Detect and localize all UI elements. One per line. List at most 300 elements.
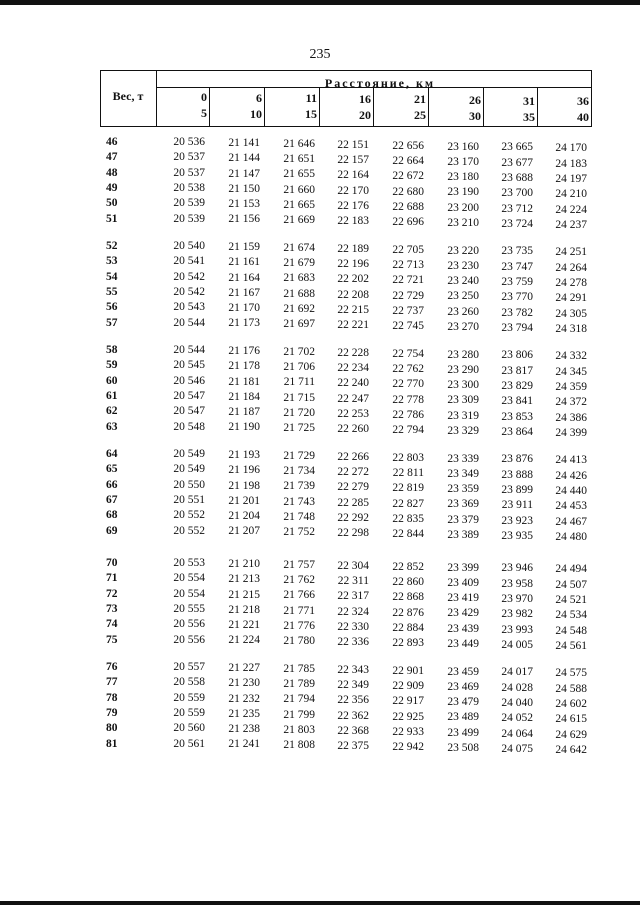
table-cell: 24 224	[555, 203, 587, 216]
table-cell: 20 545	[173, 359, 205, 372]
table-cell: 22 729	[392, 289, 424, 302]
table-cell: 23 508	[447, 742, 479, 754]
table-cell: 24 359	[555, 380, 587, 393]
table-cell: 22 909	[392, 679, 424, 692]
table-cell: 22 336	[337, 636, 369, 649]
table-cell: 22 672	[392, 170, 424, 183]
table-cell: 22 794	[392, 424, 424, 437]
table-cell: 24 534	[555, 609, 587, 622]
table-cell: 21 193	[228, 448, 260, 461]
table-cell: 22 266	[337, 450, 369, 463]
weight-row-label: 73	[106, 602, 118, 615]
table-cell: 23 200	[447, 201, 479, 214]
col-divider-rule	[483, 87, 484, 127]
table-cell: 21 757	[283, 558, 315, 571]
table-cell: 22 835	[392, 512, 424, 525]
weight-row-label: 50	[106, 197, 118, 210]
table-cell: 21 150	[228, 182, 260, 195]
table-cell: 21 190	[228, 421, 260, 434]
table-cell: 22 876	[392, 606, 424, 619]
table-cell: 20 556	[173, 618, 205, 631]
table-cell: 21 161	[228, 256, 260, 269]
table-cell: 22 745	[392, 320, 424, 333]
header-top-rule	[100, 70, 592, 71]
table-cell: 21 674	[283, 241, 315, 254]
table-cell: 24 521	[555, 593, 587, 606]
table-cell: 21 218	[228, 603, 260, 616]
table-cell: 22 196	[337, 258, 369, 270]
table-cell: 21 780	[283, 635, 315, 648]
table-cell: 23 853	[501, 410, 533, 423]
table-cell: 22 664	[392, 154, 424, 167]
table-cell: 24 467	[555, 515, 587, 528]
table-cell: 23 389	[447, 529, 479, 541]
table-cell: 24 629	[555, 728, 587, 741]
table-cell: 21 230	[228, 677, 260, 690]
weight-column-header: Вес, т	[112, 89, 144, 103]
table-cell: 23 399	[447, 561, 479, 574]
table-cell: 22 713	[392, 258, 424, 271]
table-cell: 23 782	[501, 306, 533, 319]
table-cell: 21 702	[283, 345, 315, 358]
table-cell: 23 899	[501, 484, 533, 496]
table-cell: 20 542	[173, 270, 205, 283]
table-cell: 23 240	[447, 275, 479, 288]
table-cell: 24 052	[501, 712, 533, 725]
table-cell: 22 942	[392, 741, 424, 754]
table-cell: 23 770	[501, 291, 533, 304]
table-cell: 22 208	[337, 288, 369, 301]
table-cell: 20 541	[173, 255, 205, 268]
table-cell: 24 575	[555, 667, 587, 680]
table-cell: 23 864	[501, 425, 533, 438]
table-cell: 22 317	[337, 590, 369, 603]
table-cell: 23 469	[447, 680, 479, 693]
table-cell: 21 808	[283, 739, 315, 752]
table-cell: 20 539	[173, 212, 205, 225]
table-cell: 22 786	[392, 408, 424, 421]
weight-row-label: 71	[106, 572, 118, 585]
table-cell: 21 803	[283, 724, 315, 736]
weight-row-label: 47	[106, 151, 118, 164]
table-cell: 24 028	[501, 681, 533, 694]
table-cell: 21 771	[283, 604, 315, 617]
table-cell: 24 480	[555, 530, 587, 543]
table-cell: 22 860	[392, 575, 424, 588]
table-cell: 20 561	[173, 737, 205, 750]
table-cell: 20 549	[173, 448, 205, 460]
table-cell: 22 189	[337, 242, 369, 255]
table-cell: 24 588	[555, 682, 587, 695]
table-cell: 21 706	[283, 361, 315, 374]
table-cell: 20 559	[173, 706, 205, 719]
table-cell: 24 413	[555, 454, 587, 467]
table-cell: 20 544	[173, 344, 205, 356]
table-cell: 23 379	[447, 513, 479, 526]
table-cell: 23 876	[501, 453, 533, 466]
table-cell: 21 187	[228, 406, 260, 419]
weight-row-label: 51	[106, 212, 118, 225]
table-cell: 23 220	[447, 244, 479, 257]
table-cell: 23 829	[501, 380, 533, 392]
table-cell: 20 559	[173, 691, 205, 704]
table-cell: 22 260	[337, 423, 369, 436]
table-cell: 21 739	[283, 480, 315, 493]
table-cell: 22 234	[337, 362, 369, 374]
weight-row-label: 58	[106, 344, 118, 356]
table-cell: 22 868	[392, 591, 424, 604]
table-cell: 21 196	[228, 464, 260, 477]
table-cell: 24 305	[555, 307, 587, 320]
table-cell: 21 697	[283, 318, 315, 331]
weight-row-label: 62	[106, 405, 118, 418]
table-cell: 20 549	[173, 463, 205, 476]
table-cell: 21 184	[228, 390, 260, 403]
table-cell: 22 349	[337, 679, 369, 691]
table-cell: 23 700	[501, 187, 533, 200]
table-cell: 21 173	[228, 317, 260, 330]
weight-row-label: 68	[106, 509, 118, 522]
table-cell: 22 680	[392, 185, 424, 198]
table-cell: 21 213	[228, 573, 260, 586]
table-cell: 24 040	[501, 697, 533, 709]
table-cell: 21 743	[283, 495, 315, 508]
table-cell: 21 227	[228, 661, 260, 674]
table-cell: 24 602	[555, 697, 587, 710]
table-cell: 23 499	[447, 726, 479, 739]
table-cell: 23 280	[447, 348, 479, 361]
weight-row-label: 67	[106, 493, 118, 506]
table-cell: 21 734	[283, 465, 315, 478]
table-cell: 23 210	[447, 217, 479, 229]
table-cell: 24 453	[555, 500, 587, 513]
weight-row-label: 69	[106, 524, 118, 537]
table-cell: 23 946	[501, 562, 533, 575]
table-cell: 22 933	[392, 725, 424, 738]
table-cell: 23 993	[501, 623, 533, 636]
table-cell: 21 176	[228, 344, 260, 357]
table-cell: 21 683	[283, 272, 315, 285]
table-cell: 23 180	[447, 171, 479, 184]
distance-range-from: 26	[469, 93, 481, 107]
table-cell: 23 230	[447, 259, 479, 272]
table-cell: 22 330	[337, 620, 369, 633]
table-cell: 22 311	[337, 575, 369, 587]
table-cell: 21 181	[228, 375, 260, 388]
table-cell: 23 794	[501, 321, 533, 334]
table-cell: 20 546	[173, 374, 205, 387]
table-cell: 23 970	[501, 593, 533, 605]
table-cell: 23 329	[447, 425, 479, 437]
table-cell: 23 982	[501, 608, 533, 621]
table-cell: 20 552	[173, 524, 205, 537]
distance-range-from: 0	[201, 90, 207, 104]
table-cell: 22 176	[337, 199, 369, 212]
table-cell: 23 806	[501, 349, 533, 362]
table-cell: 21 178	[228, 360, 260, 373]
table-cell: 20 558	[173, 676, 205, 689]
table-cell: 23 735	[501, 245, 533, 258]
table-cell: 24 064	[501, 727, 533, 740]
table-cell: 22 778	[392, 393, 424, 406]
table-cell: 22 721	[392, 274, 424, 287]
table-cell: 21 167	[228, 286, 260, 299]
table-cell: 22 221	[337, 319, 369, 332]
table-cell: 23 688	[501, 172, 533, 184]
weight-row-label: 48	[106, 166, 118, 179]
table-cell: 21 785	[283, 662, 315, 675]
table-cell: 22 696	[392, 216, 424, 229]
table-cell: 24 561	[555, 639, 587, 652]
table-cell: 24 372	[555, 396, 587, 409]
table-cell: 23 935	[501, 529, 533, 542]
table-cell: 21 665	[283, 199, 315, 211]
table-cell: 23 923	[501, 514, 533, 527]
table-cell: 22 656	[392, 139, 424, 152]
table-cell: 21 711	[283, 376, 315, 389]
table-cell: 21 221	[228, 619, 260, 632]
table-cell: 23 250	[447, 290, 479, 303]
col-divider-rule	[537, 87, 538, 127]
distance-range-from: 16	[359, 91, 371, 106]
table-cell: 20 537	[173, 151, 205, 164]
table-cell: 21 164	[228, 271, 260, 284]
table-cell: 23 319	[447, 409, 479, 422]
table-cell: 22 893	[392, 637, 424, 650]
distance-range-from: 11	[305, 91, 317, 106]
table-cell: 24 642	[555, 743, 587, 756]
table-cell: 22 183	[337, 215, 369, 228]
table-cell: 21 144	[228, 152, 260, 165]
table-cell: 24 210	[555, 188, 587, 201]
table-cell: 24 170	[555, 142, 587, 155]
table-cell: 24 318	[555, 322, 587, 335]
table-cell: 21 235	[228, 707, 260, 720]
table-cell: 23 479	[447, 696, 479, 709]
weight-row-label: 64	[106, 448, 118, 460]
table-cell: 22 356	[337, 694, 369, 707]
table-cell: 21 766	[283, 589, 315, 602]
distance-range-to: 25	[414, 108, 426, 123]
table-cell: 24 386	[555, 411, 587, 424]
table-cell: 24 005	[501, 638, 533, 651]
weight-row-label: 49	[106, 181, 118, 194]
table-cell: 22 737	[392, 304, 424, 317]
table-cell: 24 237	[555, 218, 587, 231]
table-cell: 21 799	[283, 708, 315, 721]
weight-row-label: 60	[106, 374, 118, 387]
scan-edge-top	[0, 0, 640, 5]
table-cell: 23 489	[447, 711, 479, 724]
table-cell: 24 615	[555, 713, 587, 726]
distance-range-to: 15	[305, 107, 317, 122]
weight-row-label: 56	[106, 301, 118, 314]
weight-row-label: 46	[106, 136, 118, 148]
table-cell: 20 557	[173, 661, 205, 673]
table-cell: 23 459	[447, 665, 479, 678]
table-cell: 22 157	[337, 154, 369, 166]
table-cell: 21 715	[283, 391, 315, 404]
col-divider-rule	[209, 87, 210, 127]
table-cell: 21 720	[283, 407, 315, 419]
weight-row-label: 55	[106, 285, 118, 298]
table-cell: 20 544	[173, 316, 205, 329]
table-cell: 22 705	[392, 243, 424, 256]
table-cell: 21 725	[283, 422, 315, 435]
table-cell: 22 151	[337, 138, 369, 151]
table-cell: 21 752	[283, 526, 315, 539]
table-cell: 23 817	[501, 364, 533, 377]
table-cell: 20 555	[173, 602, 205, 615]
table-cell: 23 409	[447, 576, 479, 589]
table-cell: 21 679	[283, 257, 315, 270]
table-cell: 22 343	[337, 663, 369, 676]
table-cell: 23 712	[501, 202, 533, 215]
table-cell: 21 646	[283, 137, 315, 150]
table-cell: 20 539	[173, 197, 205, 210]
table-cell: 23 677	[501, 156, 533, 169]
table-cell: 24 426	[555, 469, 587, 482]
table-cell: 20 554	[173, 572, 205, 585]
table-cell: 23 369	[447, 498, 479, 511]
distance-range-to: 20	[359, 107, 371, 122]
table-cell: 20 538	[173, 181, 205, 194]
page-number: 235	[309, 47, 331, 62]
table-cell: 23 270	[447, 321, 479, 333]
distance-range-to: 35	[523, 109, 535, 124]
table-cell: 22 827	[392, 497, 424, 510]
table-cell: 22 852	[392, 560, 424, 573]
table-cell: 24 440	[555, 484, 587, 497]
table-cell: 23 888	[501, 468, 533, 481]
table-cell: 20 547	[173, 389, 205, 402]
table-cell: 21 241	[228, 738, 260, 751]
table-cell: 22 240	[337, 377, 369, 390]
table-cell: 24 183	[555, 157, 587, 170]
weight-row-label: 61	[106, 389, 118, 402]
weight-row-label: 52	[106, 240, 118, 252]
col-divider-rule	[373, 87, 374, 127]
table-cell: 23 349	[447, 467, 479, 480]
table-cell: 21 153	[228, 198, 260, 211]
table-cell: 21 201	[228, 494, 260, 507]
weight-row-label: 53	[106, 255, 118, 268]
table-cell: 21 215	[228, 588, 260, 601]
table-cell: 24 017	[501, 666, 533, 679]
table-cell: 21 159	[228, 240, 260, 253]
table-cell: 20 550	[173, 478, 205, 491]
table-cell: 24 399	[555, 426, 587, 439]
table-cell: 24 548	[555, 624, 587, 637]
weight-row-label: 70	[106, 557, 118, 569]
table-cell: 24 494	[555, 563, 587, 576]
table-cell: 21 156	[228, 213, 260, 226]
table-cell: 22 247	[337, 392, 369, 405]
table-cell: 22 803	[392, 451, 424, 464]
table-cell: 22 253	[337, 407, 369, 420]
table-cell: 22 811	[392, 466, 424, 479]
table-cell: 21 762	[283, 574, 315, 587]
distance-range-to: 5	[201, 106, 207, 120]
table-cell: 22 215	[337, 303, 369, 316]
table-cell: 21 688	[283, 287, 315, 300]
table-cell: 22 375	[337, 740, 369, 753]
table-cell: 21 204	[228, 510, 260, 523]
table-cell: 24 278	[555, 276, 587, 289]
table-cell: 20 547	[173, 405, 205, 418]
table-cell: 21 224	[228, 634, 260, 647]
table-cell: 23 170	[447, 155, 479, 168]
table-cell: 23 190	[447, 186, 479, 199]
table-cell: 22 164	[337, 169, 369, 182]
table-cell: 22 362	[337, 709, 369, 722]
table-cell: 22 688	[392, 200, 424, 213]
table-cell: 20 548	[173, 420, 205, 433]
table-cell: 22 324	[337, 605, 369, 618]
table-cell: 21 729	[283, 449, 315, 462]
table-cell: 23 339	[447, 452, 479, 465]
header-right-rule	[591, 70, 592, 127]
table-cell: 20 552	[173, 509, 205, 522]
table-cell: 21 789	[283, 678, 315, 691]
header-bottom-rule	[100, 126, 592, 127]
table-cell: 21 232	[228, 692, 260, 705]
table-cell: 23 665	[501, 141, 533, 154]
table-cell: 23 841	[501, 395, 533, 408]
table-cell: 22 304	[337, 559, 369, 572]
table-cell: 21 794	[283, 693, 315, 706]
col-divider-rule	[428, 87, 429, 127]
weight-row-label: 75	[106, 633, 118, 646]
table-cell: 23 290	[447, 363, 479, 376]
table-cell: 21 651	[283, 153, 315, 166]
table-cell: 24 197	[555, 172, 587, 185]
table-cell: 22 292	[337, 511, 369, 524]
table-cell: 20 554	[173, 587, 205, 600]
table-cell: 21 655	[283, 168, 315, 181]
weight-row-label: 57	[106, 316, 118, 329]
weight-row-label: 63	[106, 420, 118, 433]
weight-row-label: 78	[106, 691, 118, 704]
weight-row-label: 72	[106, 587, 118, 600]
table-cell: 24 507	[555, 578, 587, 591]
table-cell: 23 160	[447, 140, 479, 153]
table-cell: 22 917	[392, 695, 424, 708]
table-cell: 23 439	[447, 622, 479, 635]
distance-range-to: 10	[250, 106, 262, 121]
table-cell: 21 748	[283, 511, 315, 523]
table-cell: 20 553	[173, 557, 205, 569]
table-cell: 21 692	[283, 303, 315, 315]
weight-row-label: 74	[106, 618, 118, 631]
table-cell: 20 542	[173, 285, 205, 298]
weight-row-label: 81	[106, 737, 118, 750]
table-cell: 24 345	[555, 365, 587, 378]
distance-range-from: 6	[256, 90, 262, 105]
table-cell: 23 911	[501, 499, 533, 512]
table-cell: 22 754	[392, 347, 424, 360]
weight-row-label: 66	[106, 478, 118, 491]
table-cell: 23 429	[447, 607, 479, 620]
table-cell: 20 540	[173, 240, 205, 252]
table-cell: 22 770	[392, 378, 424, 391]
table-cell: 22 844	[392, 528, 424, 541]
table-cell: 23 260	[447, 305, 479, 318]
weight-row-label: 79	[106, 706, 118, 719]
table-cell: 24 075	[501, 742, 533, 755]
table-cell: 21 141	[228, 136, 260, 149]
table-cell: 23 449	[447, 638, 479, 650]
